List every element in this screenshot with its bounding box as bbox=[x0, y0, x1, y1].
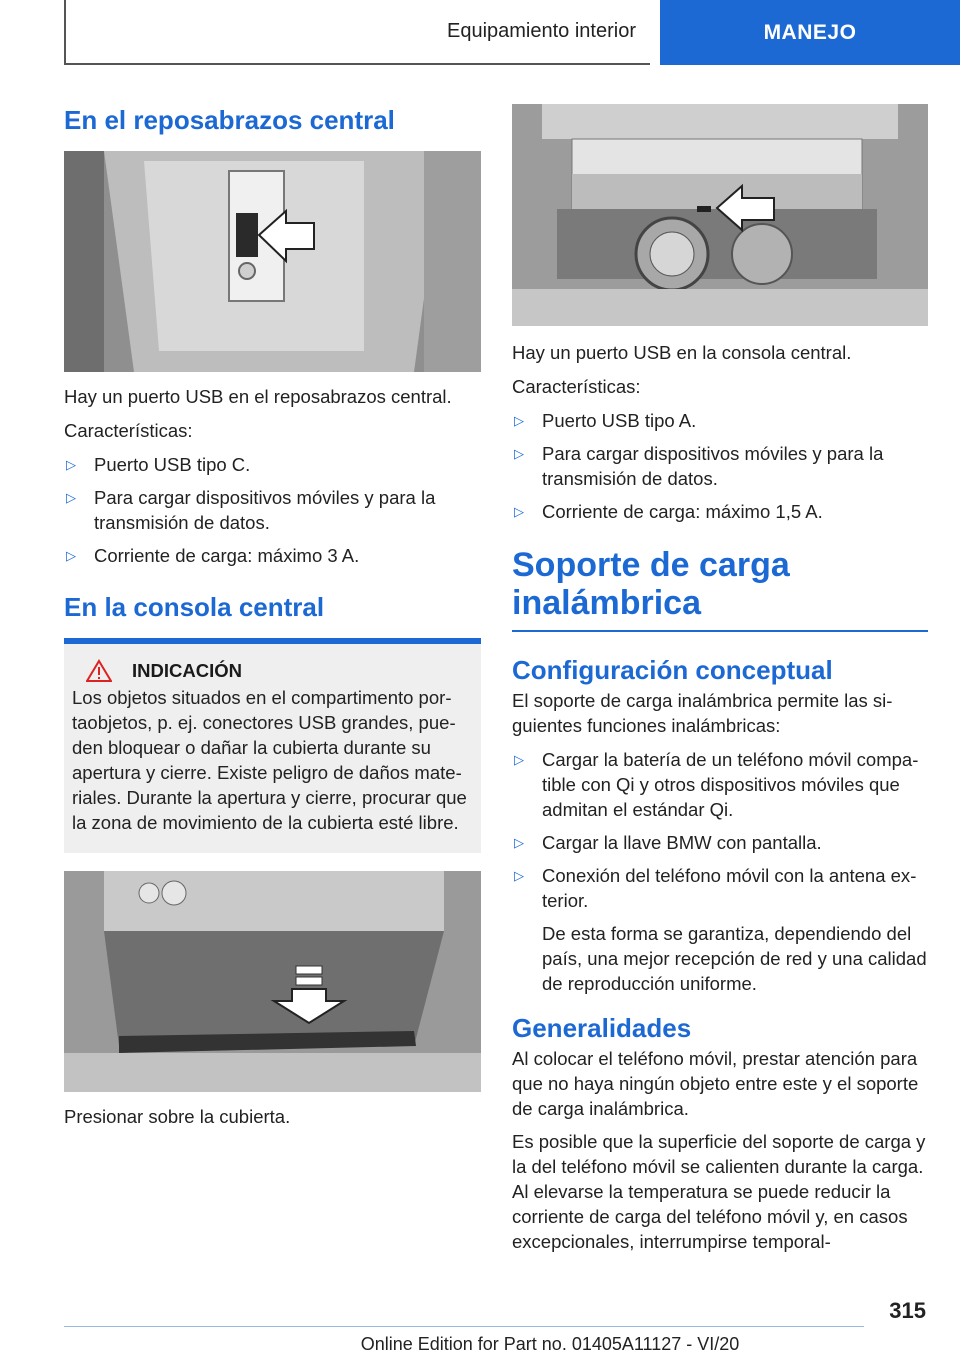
note-title: INDICACIÓN bbox=[132, 660, 242, 681]
page-number: 315 bbox=[889, 1298, 926, 1323]
console-cover-illustration bbox=[64, 871, 481, 1092]
section-title-concept: Configuración conceptual bbox=[512, 655, 833, 685]
concept-sub-note: De esta forma se garantiza, dependiendo del país, una mejor recepción de red y una calidad de reproducción uniforme. bbox=[542, 923, 927, 994]
triangle-bullet-icon: ▷ bbox=[66, 490, 76, 505]
console-usb-illustration bbox=[512, 104, 928, 326]
list-item: ▷ Conexión del teléfono móvil con la antena exterior. De esta forma se garantiza, dependiendo del país, una mejor recepción de red y una calidad de reproducción uniforme. bbox=[514, 865, 927, 994]
triangle-bullet-icon: ▷ bbox=[514, 835, 524, 850]
edition-footer: Online Edition for Part no. 01405A11127 - VI/20 bbox=[360, 1334, 740, 1354]
triangle-bullet-icon: ▷ bbox=[514, 504, 524, 519]
chapter-tab[interactable]: MANEJO bbox=[660, 0, 960, 65]
armrest-feature-list bbox=[64, 452, 481, 568]
title-rule bbox=[512, 630, 928, 632]
console-cover-caption: Presionar sobre la cubierta. bbox=[64, 1106, 291, 1127]
chapter-title-wireless-charging: Soporte de carga inalámbrica bbox=[512, 546, 790, 622]
header-section-title: Equipamiento interior bbox=[447, 20, 636, 42]
console-features-label: Características: bbox=[512, 376, 641, 397]
list-item: ▷ Puerto USB tipo A. bbox=[514, 410, 697, 431]
console-usb-photo bbox=[512, 104, 928, 326]
triangle-bullet-icon: ▷ bbox=[514, 413, 524, 428]
console-usb-caption: Hay un puerto USB en la consola central. bbox=[512, 342, 852, 363]
triangle-bullet-icon: ▷ bbox=[514, 752, 524, 767]
note-text: Los objetos situados en el compartimento portaobjetos, p. ej. conectores USB grandes, pueden bloquear o dañar la cubierta durante su apertura y cierre. Existe peligro de daños materiales. Durante la apertura y cierre, procurar que la zona de movimiento de la cubierta esté libre. bbox=[72, 687, 467, 833]
list-item: ▷ Corriente de carga: máximo 1,5 A. bbox=[514, 501, 823, 522]
section-title-armrest: En el reposabrazos central bbox=[64, 105, 395, 135]
triangle-bullet-icon: ▷ bbox=[66, 548, 76, 563]
armrest-illustration bbox=[64, 151, 481, 372]
concept-list bbox=[512, 747, 928, 996]
armrest-features-label: Características: bbox=[64, 420, 193, 441]
warning-triangle-icon bbox=[86, 659, 112, 683]
general-paragraph-1: Al colocar el teléfono móvil, prestar atención para que no haya ningún objeto entre este y el soporte de carga inalámbrica. bbox=[512, 1048, 919, 1119]
list-item: ▷ Cargar la batería de un teléfono móvil compatible con Qi y otros dispositivos móviles que admitan el estándar Qi. bbox=[514, 749, 919, 820]
list-item: ▷ Para cargar dispositivos móviles y para la transmisión de datos. bbox=[66, 487, 436, 533]
footer-rule bbox=[64, 1326, 864, 1327]
list-item: ▷ Cargar la llave BMW con pantalla. bbox=[514, 832, 822, 853]
section-title-general: Generalidades bbox=[512, 1013, 692, 1043]
console-cover-photo bbox=[64, 871, 481, 1092]
note-header bbox=[72, 658, 473, 683]
armrest-caption: Hay un puerto USB en el reposabrazos central. bbox=[64, 386, 452, 407]
list-item: ▷ Para cargar dispositivos móviles y para la transmisión de datos. bbox=[514, 443, 884, 489]
list-item: ▷ Puerto USB tipo C. bbox=[66, 454, 251, 475]
triangle-bullet-icon: ▷ bbox=[514, 446, 524, 461]
list-item: ▷ Corriente de carga: máximo 3 A. bbox=[66, 545, 360, 566]
note-box bbox=[64, 644, 481, 853]
section-title-center-console: En la consola central bbox=[64, 592, 325, 622]
armrest-usb-photo bbox=[64, 151, 481, 372]
general-paragraph-2: Es posible que la superficie del soporte de carga y la del teléfono móvil se calienten durante la carga. Al elevarse la temperatura se puede reducir la corriente de carga del teléfono móvil y, en casos excepcionales, interrumpirse temporal- bbox=[512, 1131, 926, 1252]
right-column bbox=[512, 104, 928, 1254]
triangle-bullet-icon: ▷ bbox=[514, 868, 524, 883]
triangle-bullet-icon: ▷ bbox=[66, 457, 76, 472]
concept-intro: El soporte de carga inalámbrica permite las siguientes funciones inalámbricas: bbox=[512, 690, 893, 736]
console-feature-list bbox=[512, 408, 928, 524]
left-column bbox=[64, 100, 481, 1129]
header-underline bbox=[64, 63, 650, 65]
